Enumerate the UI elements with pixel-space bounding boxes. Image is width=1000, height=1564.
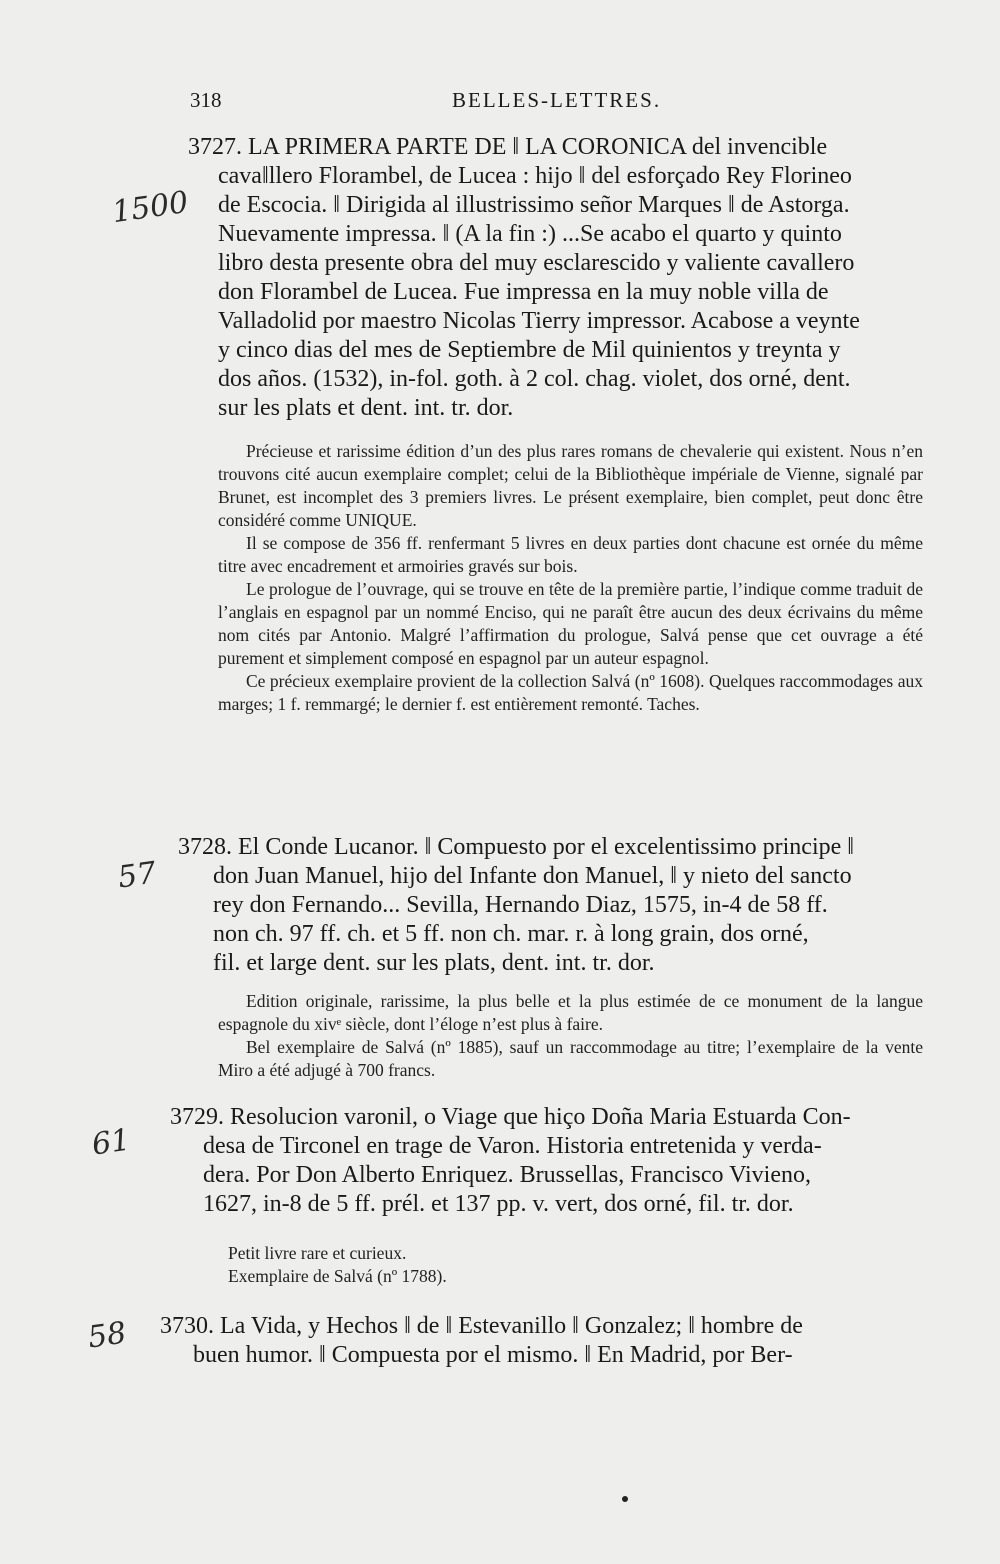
- entry-line: sur les plats et dent. int. tr. dor.: [218, 395, 514, 421]
- note-paragraph: Bel exemplaire de Salvá (nº 1885), sauf un raccommodage au titre; l’exemplaire de la vente Miro a été adjugé à 700 francs.: [218, 1037, 923, 1080]
- note-paragraph: Il se compose de 356 ff. renfermant 5 livres en deux parties dont chacune est ornée du même titre avec encadrement et armoiries gravés sur bois.: [218, 533, 923, 576]
- entry-line: de Escocia. ‖ Dirigida al illustrissimo señor Marques ‖ de Astorga.: [218, 192, 850, 218]
- note-paragraph: Edition originale, rarissime, la plus belle et la plus estimée de ce monument de la langue espagnole du xivᵉ siècle, dont l’éloge n’est plus à faire.: [218, 991, 923, 1034]
- entry-line: non ch. 97 ff. ch. et 5 ff. non ch. mar. r. à long grain, dos orné,: [213, 921, 809, 947]
- catalog-entry-3727: [188, 133, 923, 423]
- note-paragraph: Précieuse et rarissime édition d’un des plus rares romans de chevalerie qui existent. Nous n’en trouvons cité aucun exemplaire complet; celui de la Bibliothèque impériale de Vienne, signalé par Brunet, est incomplet des 3 premiers livres. Le présent exemplaire, bien complet, peut donc être considéré comme UNIQUE.: [218, 441, 923, 530]
- entry-line: Nuevamente impressa. ‖ (A la fin :) ...Se acabo el quarto y quinto: [218, 221, 842, 247]
- entry-line: fil. et large dent. sur les plats, dent. int. tr. dor.: [213, 950, 655, 976]
- entry-notes-3729: [218, 1242, 923, 1288]
- entry-notes-3728: [218, 990, 923, 1082]
- entry-line: don Florambel de Lucea. Fue impressa en la muy noble villa de: [218, 279, 829, 305]
- note-paragraph: Ce précieux exemplaire provient de la collection Salvá (nº 1608). Quelques raccommodages aux marges; 1 f. remmargé; le dernier f. est entièrement remonté. Taches.: [218, 671, 923, 714]
- note-paragraph: Petit livre rare et curieux.: [228, 1243, 407, 1263]
- entry-notes-3727: [218, 440, 923, 716]
- entry-line: dera. Por Don Alberto Enriquez. Brussellas, Francisco Vivieno,: [203, 1162, 811, 1188]
- entry-line: rey don Fernando... Sevilla, Hernando Diaz, 1575, in-4 de 58 ff.: [213, 892, 828, 918]
- entry-line: desa de Tirconel en trage de Varon. Historia entretenida y verda-: [203, 1133, 822, 1159]
- note-paragraph: Exemplaire de Salvá (nº 1788).: [228, 1266, 447, 1286]
- margin-annotation-price: 1500: [109, 184, 191, 231]
- catalog-entry-3730: [160, 1312, 923, 1370]
- catalog-entry-3729: [170, 1103, 923, 1219]
- catalog-entry-3728: [178, 833, 923, 978]
- margin-annotation-price: 58: [85, 1315, 129, 1356]
- entry-line: 3727. LA PRIMERA PARTE DE ‖ LA CORONICA del invencible: [188, 134, 828, 160]
- entry-line: libro desta presente obra del muy esclarescido y valiente cavallero: [218, 250, 855, 276]
- entry-line: dos años. (1532), in-fol. goth. à 2 col. chag. violet, dos orné, dent.: [218, 366, 851, 392]
- entry-line: 3728. El Conde Lucanor. ‖ Compuesto por el excelentissimo principe ‖: [178, 834, 855, 860]
- entry-line: cava‖llero Florambel, de Lucea : hijo ‖ del esforçado Rey Florineo: [218, 163, 852, 189]
- running-title: BELLES-LETTRES.: [452, 88, 662, 112]
- page-header: [190, 88, 920, 118]
- entry-line: Valladolid por maestro Nicolas Tierry impressor. Acabose a veynte: [218, 308, 860, 334]
- entry-line: don Juan Manuel, hijo del Infante don Manuel, ‖ y nieto del sancto: [213, 863, 852, 889]
- ink-speck: [622, 1496, 628, 1502]
- margin-annotation-price: 61: [89, 1122, 133, 1163]
- entry-line: buen humor. ‖ Compuesta por el mismo. ‖ En Madrid, por Ber-: [193, 1342, 793, 1368]
- entry-line: 1627, in-8 de 5 ff. prél. et 137 pp. v. vert, dos orné, fil. tr. dor.: [203, 1191, 794, 1217]
- entry-line: 3729. Resolucion varonil, o Viage que hiço Doña Maria Estuarda Con-: [170, 1104, 851, 1130]
- entry-line: 3730. La Vida, y Hechos ‖ de ‖ Estevanillo ‖ Gonzalez; ‖ hombre de: [160, 1313, 803, 1339]
- entry-line: y cinco dias del mes de Septiembre de Mil quinientos y treynta y: [218, 337, 841, 363]
- margin-annotation-price: 57: [115, 855, 159, 896]
- page-number: 318: [190, 88, 222, 112]
- note-paragraph: Le prologue de l’ouvrage, qui se trouve en tête de la première partie, l’indique comme traduit de l’anglais en espagnol par un nommé Enciso, qui ne paraît être aucun des deux écrivains du même nom cités par Antonio. Malgré l’affirmation du prologue, Salvá pense que cet ouvrage a été purement et simplement composé en espagnol par un auteur espagnol.: [218, 579, 923, 668]
